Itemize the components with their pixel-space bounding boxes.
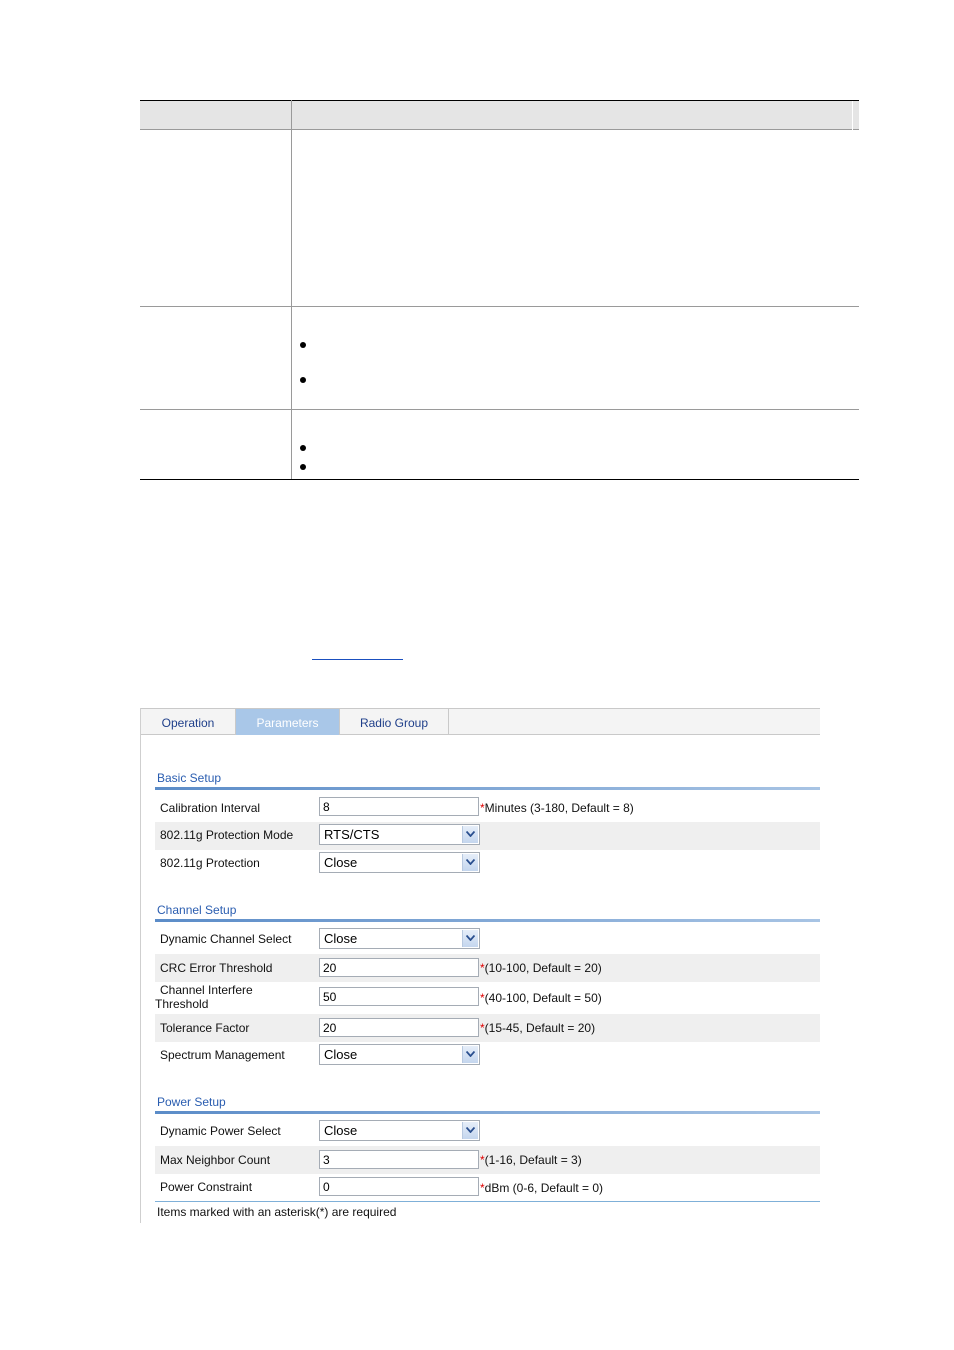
chevron-down-icon[interactable] [462, 930, 478, 947]
row-calibration-interval [155, 794, 820, 822]
section-rule [155, 787, 820, 790]
required-asterisk: * [480, 991, 485, 1005]
label-line: Threshold [155, 997, 209, 1011]
document-table [140, 100, 859, 480]
bullet [300, 377, 306, 383]
required-asterisk: * [480, 1181, 485, 1195]
hyperlink-underline[interactable] [312, 659, 403, 660]
required-asterisk: * [480, 1153, 485, 1167]
tolerance-factor-input[interactable] [319, 1018, 479, 1037]
required-asterisk: * [480, 801, 485, 815]
crc-error-threshold-input[interactable] [319, 958, 479, 977]
chevron-down-icon[interactable] [462, 1046, 478, 1063]
row-power-constraint [155, 1174, 820, 1202]
max-neighbor-count-label: Max Neighbor Count [160, 1153, 271, 1167]
row-dynamic-power-select [155, 1118, 820, 1146]
power-constraint-input[interactable] [319, 1177, 479, 1196]
spectrum-management-label: Spectrum Management [160, 1048, 285, 1062]
bullet [300, 445, 306, 451]
channel-interfere-threshold-hint [480, 991, 602, 1005]
protection-mode-select[interactable] [319, 824, 480, 845]
chevron-down-icon[interactable] [462, 854, 478, 871]
radio-parameters-panel [140, 708, 819, 1223]
dynamic-power-select[interactable] [319, 1120, 480, 1141]
row-divider [140, 306, 859, 307]
row-max-neighbor-count [155, 1146, 820, 1174]
tab-bar [141, 708, 820, 735]
selected-value: Close [324, 1123, 358, 1138]
row-spectrum-management [155, 1042, 820, 1070]
power-constraint-label: Power Constraint [160, 1180, 253, 1194]
selected-value: Close [324, 855, 358, 870]
max-neighbor-count-input[interactable] [319, 1150, 479, 1169]
spectrum-management-select[interactable] [319, 1044, 480, 1065]
selected-value: RTS/CTS [324, 827, 380, 842]
bullet [300, 464, 306, 470]
crc-error-threshold-label: CRC Error Threshold [160, 961, 273, 975]
tab-parameters[interactable]: Parameters [236, 709, 340, 735]
section-rule [155, 1111, 820, 1114]
dynamic-channel-select[interactable] [319, 928, 480, 949]
hint-text: Minutes (3-180, Default = 8) [484, 801, 634, 815]
section-title-power-setup: Power Setup [157, 1095, 226, 1109]
section-title-basic-setup: Basic Setup [157, 771, 222, 785]
section-title-channel-setup: Channel Setup [157, 903, 237, 917]
required-asterisk: * [480, 1021, 485, 1035]
row-divider [140, 409, 859, 410]
protection-mode-label: 802.11g Protection Mode [160, 828, 294, 842]
tolerance-factor-hint [480, 1021, 595, 1035]
calibration-interval-hint [480, 801, 634, 815]
row-channel-interfere-threshold [155, 982, 820, 1014]
hint-text: (1-16, Default = 3) [484, 1153, 582, 1167]
row-tolerance-factor [155, 1014, 820, 1042]
chevron-down-icon[interactable] [462, 1122, 478, 1139]
section-rule [155, 919, 820, 922]
required-asterisk: * [480, 961, 485, 975]
hint-text: (15-45, Default = 20) [484, 1021, 596, 1035]
selected-value: Close [324, 931, 358, 946]
bullet [300, 342, 306, 348]
column-divider [291, 100, 292, 480]
row-dynamic-channel-select [155, 926, 820, 954]
required-fields-note: Items marked with an asterisk(*) are required [157, 1205, 397, 1219]
tolerance-factor-label: Tolerance Factor [160, 1021, 250, 1035]
hint-text: (10-100, Default = 20) [484, 961, 602, 975]
hint-text: dBm (0-6, Default = 0) [484, 1181, 604, 1195]
protection-select[interactable] [319, 852, 480, 873]
channel-interfere-threshold-label [155, 983, 253, 1011]
label-line: Channel Interfere [160, 983, 253, 997]
tab-radio-group[interactable]: Radio Group [340, 709, 449, 735]
tab-operation[interactable]: Operation [141, 709, 236, 735]
hint-text: (40-100, Default = 50) [484, 991, 602, 1005]
channel-interfere-threshold-input[interactable] [319, 987, 479, 1006]
selected-value: Close [324, 1047, 358, 1062]
dynamic-channel-select-label: Dynamic Channel Select [160, 932, 292, 946]
header-edge [852, 101, 853, 131]
calibration-interval-label: Calibration Interval [160, 801, 261, 815]
protection-label: 802.11g Protection [160, 856, 260, 870]
max-neighbor-count-hint [480, 1153, 582, 1167]
calibration-interval-input[interactable] [319, 797, 479, 816]
power-constraint-hint [480, 1181, 603, 1195]
footer-rule [155, 1201, 820, 1202]
row-crc-error-threshold [155, 954, 820, 982]
table-bottom-border [140, 479, 859, 480]
row-protection-mode [155, 822, 820, 850]
crc-error-threshold-hint [480, 961, 602, 975]
chevron-down-icon[interactable] [462, 826, 478, 843]
row-protection [155, 850, 820, 878]
table-header [140, 100, 859, 130]
dynamic-power-select-label: Dynamic Power Select [160, 1124, 281, 1138]
